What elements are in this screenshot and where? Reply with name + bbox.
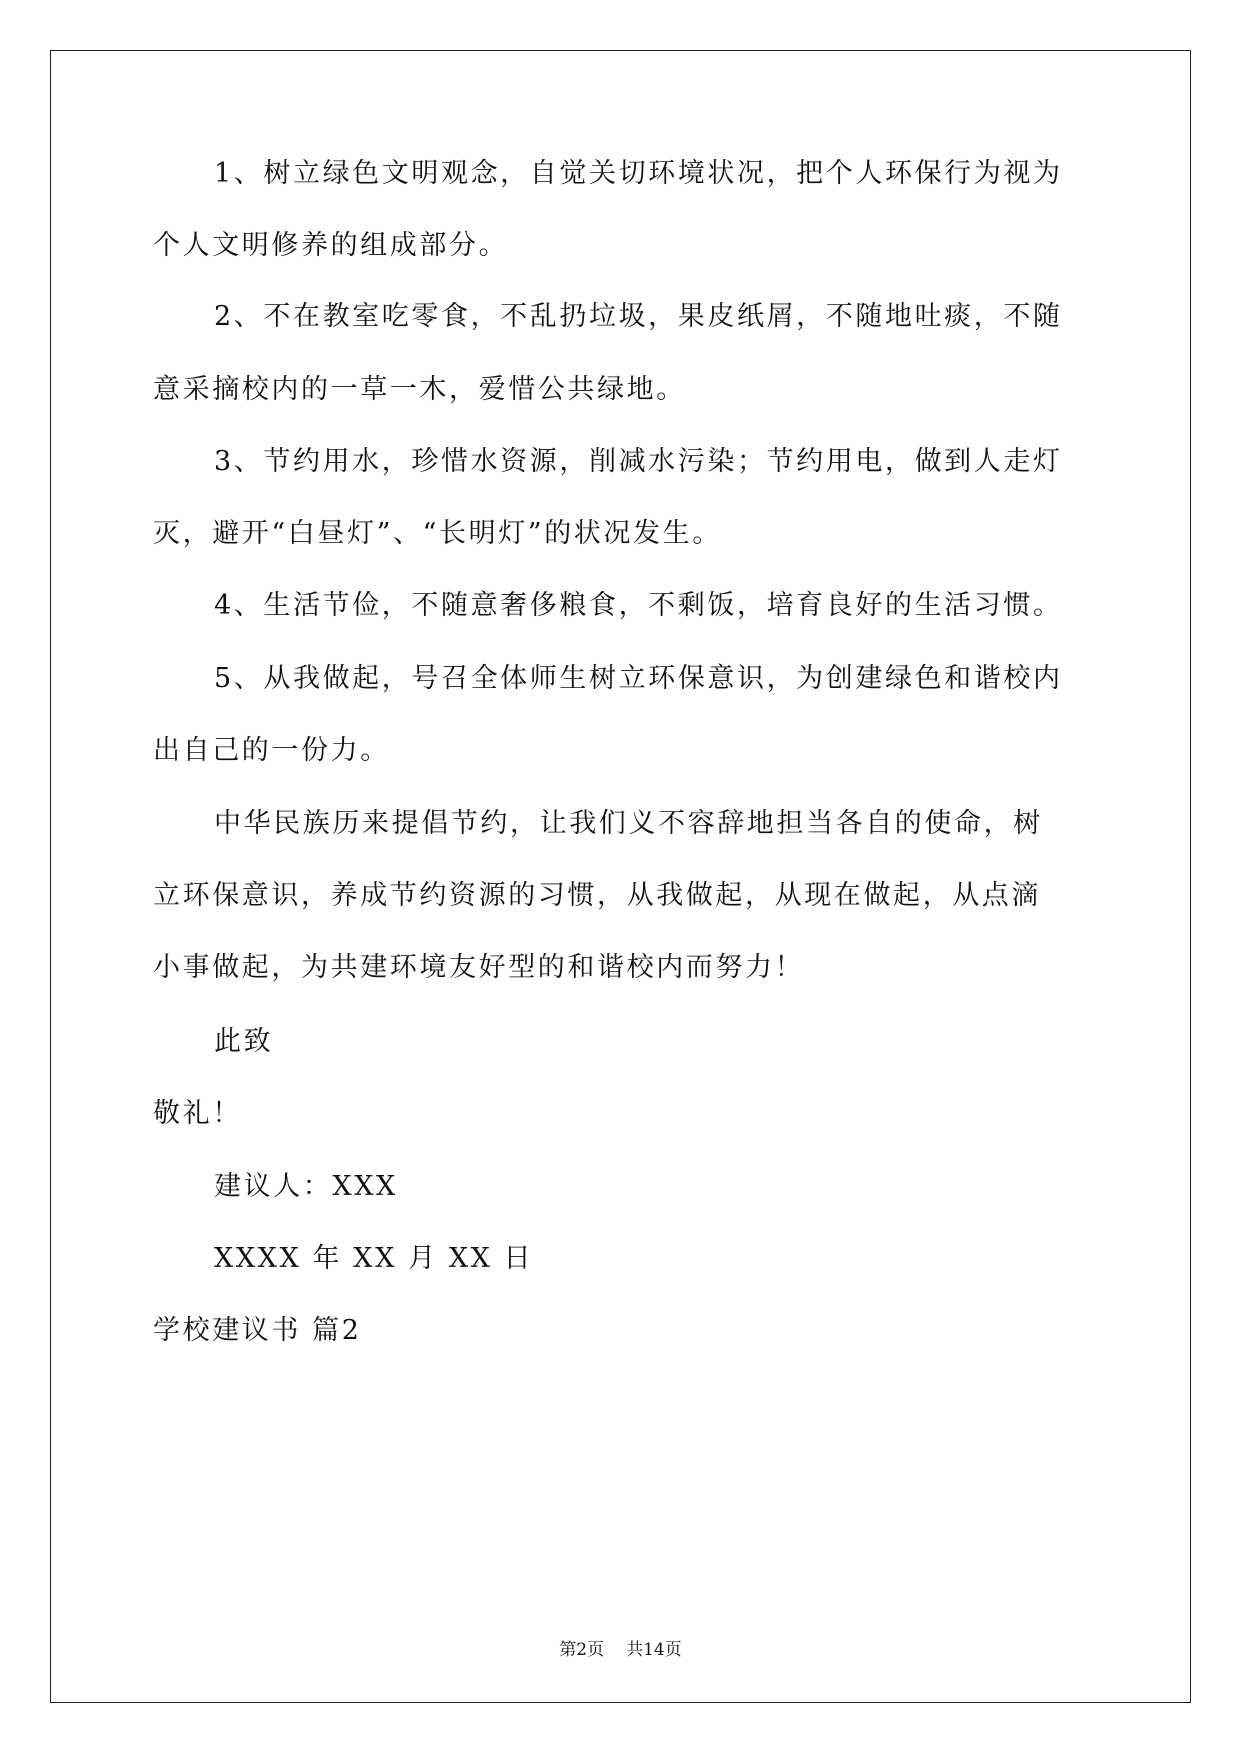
- page-footer: [0, 1635, 1241, 1660]
- paragraph-6-line-3: 小事做起，为共建环境友好型的和谐校内而努力！: [153, 952, 805, 983]
- page-total: 共14页: [626, 1640, 682, 1660]
- paragraph-2-line-1: 2、不在教室吃零食，不乱扔垃圾，果皮纸屑，不随地吐痰，不随: [214, 301, 1063, 332]
- signature-proposer: 建议人：XXX: [214, 1171, 398, 1202]
- page-current: 第2页: [559, 1640, 605, 1660]
- page-frame: [50, 50, 1191, 1703]
- paragraph-4-line-1: 4、生活节俭，不随意奢侈粮食，不剩饭，培育良好的生活习惯。: [214, 590, 1063, 621]
- paragraph-2-line-2: 意采摘校内的一草一木，爱惜公共绿地。: [153, 374, 686, 405]
- paragraph-1-line-2: 个人文明修养的组成部分。: [153, 230, 509, 261]
- paragraph-3-line-1: 3、节约用水，珍惜水资源，削减水污染；节约用电，做到人走灯: [214, 446, 1063, 477]
- signature-date: XXXX 年 XX 月 XX 日: [214, 1243, 534, 1274]
- paragraph-1-line-1: 1、树立绿色文明观念，自觉关切环境状况，把个人环保行为视为: [214, 158, 1063, 189]
- paragraph-5-line-2: 出自己的一份力。: [153, 735, 390, 766]
- paragraph-3-line-2: 灭，避开“白昼灯”、“长明灯”的状况发生。: [153, 518, 722, 549]
- section-heading: 学校建议书 篇2: [153, 1315, 362, 1346]
- paragraph-5-line-1: 5、从我做起，号召全体师生树立环保意识，为创建绿色和谐校内: [214, 663, 1063, 694]
- closing-salutation: 此致: [214, 1026, 274, 1057]
- paragraph-6-line-2: 立环保意识，养成节约资源的习惯，从我做起，从现在做起，从点滴: [153, 880, 1041, 911]
- paragraph-6-line-1: 中华民族历来提倡节约，让我们义不容辞地担当各自的使命，树: [214, 808, 1043, 839]
- closing-respect: 敬礼！: [153, 1098, 242, 1129]
